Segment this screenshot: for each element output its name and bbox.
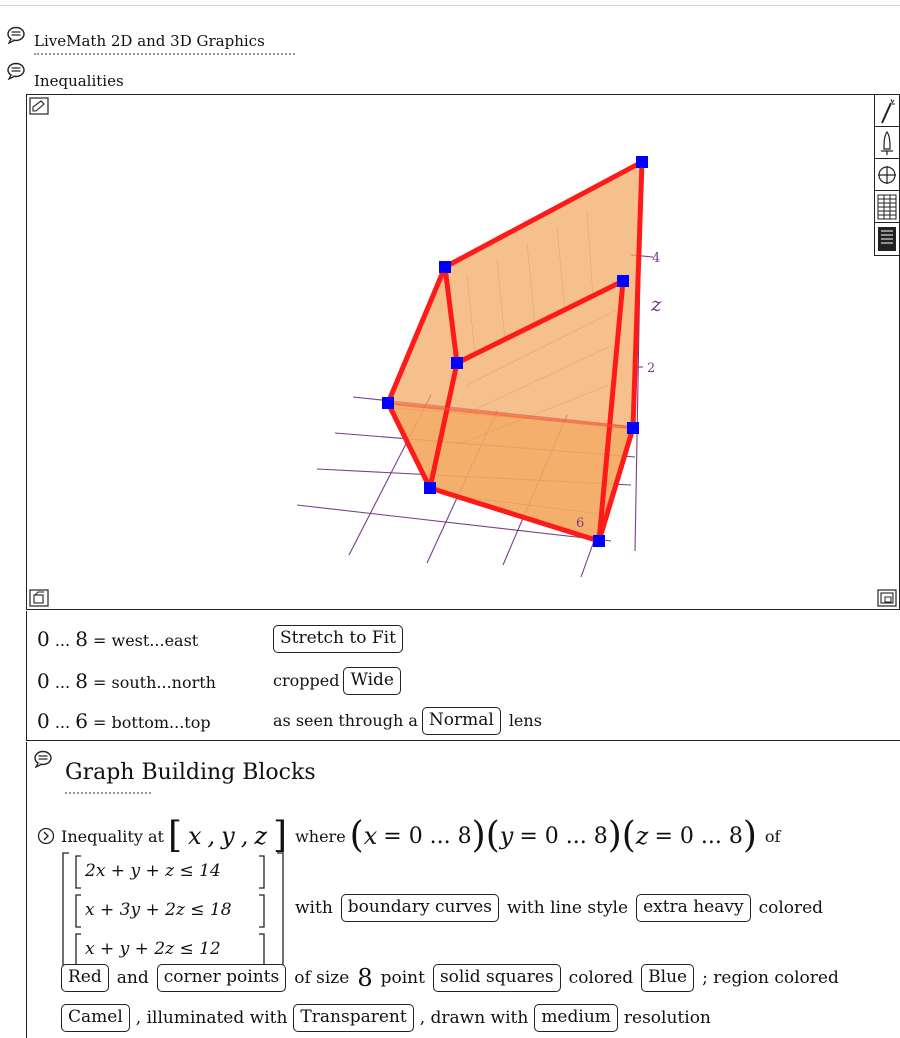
data-sheet-icon <box>877 226 897 252</box>
edit-graph-icon[interactable] <box>29 97 49 115</box>
corner-point <box>424 482 436 494</box>
with-label: with <box>295 897 333 918</box>
graph-settings <box>26 611 900 741</box>
point-color-button[interactable]: Blue <box>641 964 694 992</box>
comment-icon[interactable] <box>33 750 53 768</box>
table-tool[interactable] <box>875 191 899 223</box>
comment-icon[interactable] <box>6 26 26 44</box>
range-var-y: y <box>499 822 514 850</box>
point-shape-button[interactable]: solid squares <box>433 964 561 992</box>
x-range-hi[interactable]: 8 <box>75 626 88 651</box>
point-size-value[interactable]: 8 <box>357 964 373 992</box>
illumination-label: , illuminated with <box>135 1007 288 1028</box>
data-tool[interactable] <box>875 223 899 255</box>
comment-icon[interactable] <box>6 62 26 80</box>
var-y[interactable]: y <box>221 822 235 850</box>
line-color-button[interactable]: Red <box>61 964 109 992</box>
stretch-button[interactable]: Stretch to Fit <box>273 625 403 653</box>
x-range-row <box>37 625 403 653</box>
line-style-button[interactable]: extra heavy <box>636 894 751 922</box>
crosshair-icon <box>877 165 897 185</box>
section-subtitle: Inequalities <box>34 72 124 90</box>
lens-prefix: as seen through a <box>273 711 418 731</box>
region-label: ; region colored <box>702 968 839 988</box>
range-var-x: x <box>363 822 378 850</box>
y-range-row <box>37 667 401 695</box>
drawn-label: , drawn with <box>419 1007 529 1028</box>
corner-point <box>382 397 394 409</box>
y-tick-label: 6 <box>576 516 585 531</box>
y-range-lo[interactable]: 0 <box>37 668 50 693</box>
z-range-hi[interactable]: 6 <box>75 708 88 733</box>
expand-toggle-icon[interactable] <box>37 827 55 845</box>
y-range <box>37 669 273 693</box>
inequality-row: Inequality at [ x , y , z ] where ( x = 0 ... 8 ) ( y = 0 ... 8 ) ( z = 0 ... 8 ) of <box>37 818 780 854</box>
crosshair-tool[interactable] <box>875 159 899 191</box>
size-label: of size <box>294 968 350 988</box>
corner-point <box>593 535 605 547</box>
z-tick-label: 2 <box>647 361 656 376</box>
inequality-label: Inequality at <box>61 826 164 846</box>
z-range <box>37 709 273 733</box>
z-range-text: = bottom...top <box>93 712 211 732</box>
region-color-button[interactable]: Camel <box>61 1004 130 1032</box>
table-icon <box>877 194 897 220</box>
y-range-hi[interactable]: 8 <box>75 668 88 693</box>
z-axis-label: z <box>651 292 662 316</box>
x-range-lo[interactable]: 0 <box>37 626 50 651</box>
range-dots: ... <box>54 712 71 732</box>
lens-button[interactable]: Normal <box>422 707 501 735</box>
corner-point <box>617 275 629 287</box>
inequality-3d-plot[interactable] <box>27 95 900 611</box>
var-x[interactable]: x <box>187 822 202 850</box>
rocket-icon <box>878 129 896 157</box>
corner-point <box>636 156 648 168</box>
z-tick-label: 4 <box>652 251 661 266</box>
range-x[interactable]: = 0 ... 8 <box>383 823 472 849</box>
z-range-row <box>37 707 542 735</box>
var-z[interactable]: z <box>254 822 268 850</box>
x-range <box>37 627 273 651</box>
print-graph-icon[interactable] <box>29 589 49 607</box>
z-range-lo[interactable]: 0 <box>37 708 50 733</box>
graph-panel[interactable] <box>26 94 900 610</box>
range-y[interactable]: = 0 ... 8 <box>519 823 608 849</box>
constraint-matrix[interactable] <box>61 852 285 970</box>
point-label: point <box>380 968 425 988</box>
wand-tool[interactable] <box>875 95 899 127</box>
range-var-z: z <box>635 822 649 850</box>
building-blocks <box>26 742 900 1038</box>
magic-wand-icon <box>878 97 896 125</box>
boundary-row <box>295 894 823 922</box>
constraint-1[interactable]: 2x + y + z ≤ 14 <box>85 861 221 881</box>
title-row <box>6 26 295 55</box>
of-label: of <box>764 826 781 846</box>
blocks-title: Graph Building Blocks <box>65 760 316 785</box>
rocket-tool[interactable] <box>875 127 899 159</box>
range-z[interactable]: = 0 ... 8 <box>654 823 743 849</box>
corner-point <box>439 261 451 273</box>
lens-suffix: lens <box>508 711 542 731</box>
crop-button[interactable]: Wide <box>343 667 401 695</box>
and-label: and <box>116 968 149 988</box>
resolution-label: resolution <box>623 1007 711 1028</box>
colored-label: colored <box>568 968 634 988</box>
blocks-title-row <box>33 750 316 785</box>
subtitle-row <box>6 62 124 90</box>
corner-point <box>451 357 463 369</box>
cropped-label: cropped <box>273 671 340 691</box>
range-dots: ... <box>54 630 71 650</box>
region-row <box>61 1004 711 1032</box>
boundary-curves-button[interactable]: boundary curves <box>341 894 499 922</box>
resize-graph-icon[interactable] <box>877 589 897 607</box>
colored-label: colored <box>758 897 824 918</box>
corner-row <box>61 964 839 992</box>
top-border <box>0 0 900 6</box>
x-range-text: = west...east <box>93 630 199 650</box>
corner-points-button[interactable]: corner points <box>157 964 286 992</box>
constraint-2[interactable]: x + 3y + 2z ≤ 18 <box>85 900 232 920</box>
illumination-button[interactable]: Transparent <box>293 1004 413 1032</box>
line-style-label: with line style <box>506 897 629 918</box>
page-title: LiveMath 2D and 3D Graphics <box>34 32 295 55</box>
where-label: where <box>295 826 346 846</box>
y-range-text: = south...north <box>93 672 216 692</box>
corner-point <box>627 422 639 434</box>
resolution-button[interactable]: medium <box>534 1004 618 1032</box>
constraint-3[interactable]: x + y + 2z ≤ 12 <box>85 939 221 959</box>
range-dots: ... <box>54 672 71 692</box>
graph-toolbar <box>874 94 900 256</box>
